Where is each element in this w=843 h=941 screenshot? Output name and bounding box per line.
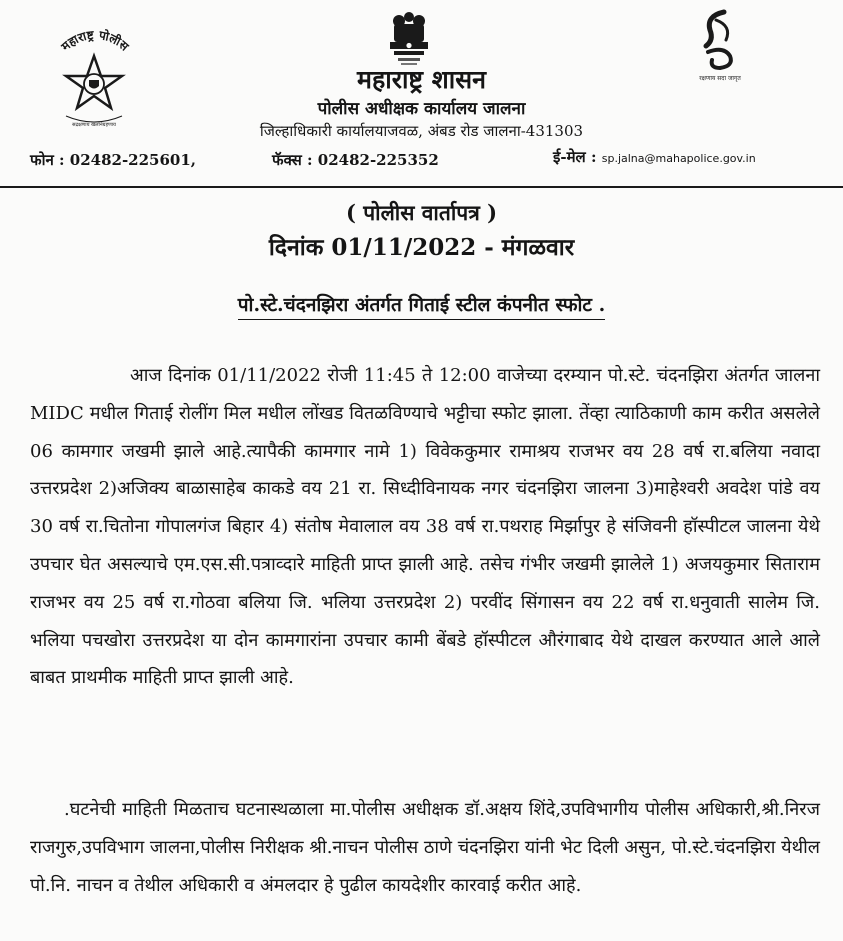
national-emblem-icon [384,8,434,70]
email-address: sp.jalna@mahapolice.gov.in [601,152,756,165]
header-divider [0,186,843,188]
seal-motto: सद्रक्षणाय खलनिग्रहणाय [72,122,116,128]
press-release-title: ( पोलीस वार्तापत्र ) [345,200,498,225]
seal-text: महाराष्ट्र पोलीस [58,28,132,54]
email-line [553,147,756,167]
body-paragraph-1: आज दिनांक 01/11/2022 रोजी 11:45 ते 12:00 वाजेच्या दरम्यान पो.स्टे. चंदनझिरा अंतर्गत जालना MIDC मधील गिताई रोलींग मिल मधील लोंखड वितळविण्याचे भट्टीचा स्फोट झाला. तेंव्हा त्याठिकाणी काम करीत असलेले 06 कामगार जखमी झाले आहे.त्यापैकी कामगार नामे 1) विवेककुमार रामाश्रय राजभर वय 28 वर्ष रा.बलिया नवादा उत्तरप्रदेश 2)अजिक्य बाळासाहेब काकडे वय 21 रा. सिध्दीविनायक नगर चंदनझिरा जालना 3)माहेश्वरी अवदेश पांडे वय 30 वर्ष रा.चितोना गोपालगंज बिहार 4) संतोष मेवालाल वय 38 वर्ष रा.पथराह मिर्झापुर हे संजिवनी हॉस्पीटल जालना येथे उपचार घेत असल्याचे एम.एस.सी.पत्राव्दारे माहिती प्राप्त झाली आहे. तसेच गंभीर जखमी झालेले 1) अजयकुमार सिताराम राजभर वय 25 वर्ष रा.गोठवा बलिया जि. भलिया उत्तरप्रदेश 2) परवींद सिंगासन वय 22 वर्ष रा.धनुवाती सालेम जि. भलिया पचखोरा उत्तरप्रदेश या दोन कामगारांना उपचार कामी बेंबडे हॉस्पीटल औरंगाबाद येथे दाखल करण्यात आले आले बाबत प्राथमीक माहिती प्राप्त झाली आहे. [30,365,820,689]
office-address: जिल्हाधिकारी कार्यालयाजवळ, अंबड रोड जालना-431303 [259,122,584,140]
fax-number: फॅक्स : 02482-225352 [272,151,439,169]
date-line: दिनांक 01/11/2022 - मंगळवार [268,234,575,261]
svg-text:महाराष्ट्र पोलीस [58,28,132,54]
office-name: महाराष्ट्र शासन [357,65,486,94]
body-paragraph-2: .घटनेची माहिती मिळताच घटनास्थळाला मा.पोलीस अधीक्षक डॉ.अक्षय शिंदे,उपविभागीय पोलीस अधिकारी,श्री.निरज राजगुरु,उपविभाग जालना,पोलीस निरीक्षक श्री.नाचन पोलीस ठाणे चंदनझिरा यांनी भेट दिली असुन, पो.स्टे.चंदनझिरा येथील पो.नि. नाचन व तेथील अधिकारी व अंमलदार हे पुढील कायदेशीर कारवाई करीत आहे. [30,799,820,896]
office-subtitle: पोलीस अधीक्षक कार्यालय जालना [317,99,526,119]
right-logo-caption: रक्षणाय सदा जागृत [699,75,741,82]
phone-number: फोन : 02482-225601, [30,151,197,169]
email-label: ई-मेल : [553,148,597,166]
subject-text: पो.स्टे.चंदनझिरा अंतर्गत गिताई स्टील कंपनीत स्फोट . [238,294,605,320]
subject-line [0,291,843,317]
